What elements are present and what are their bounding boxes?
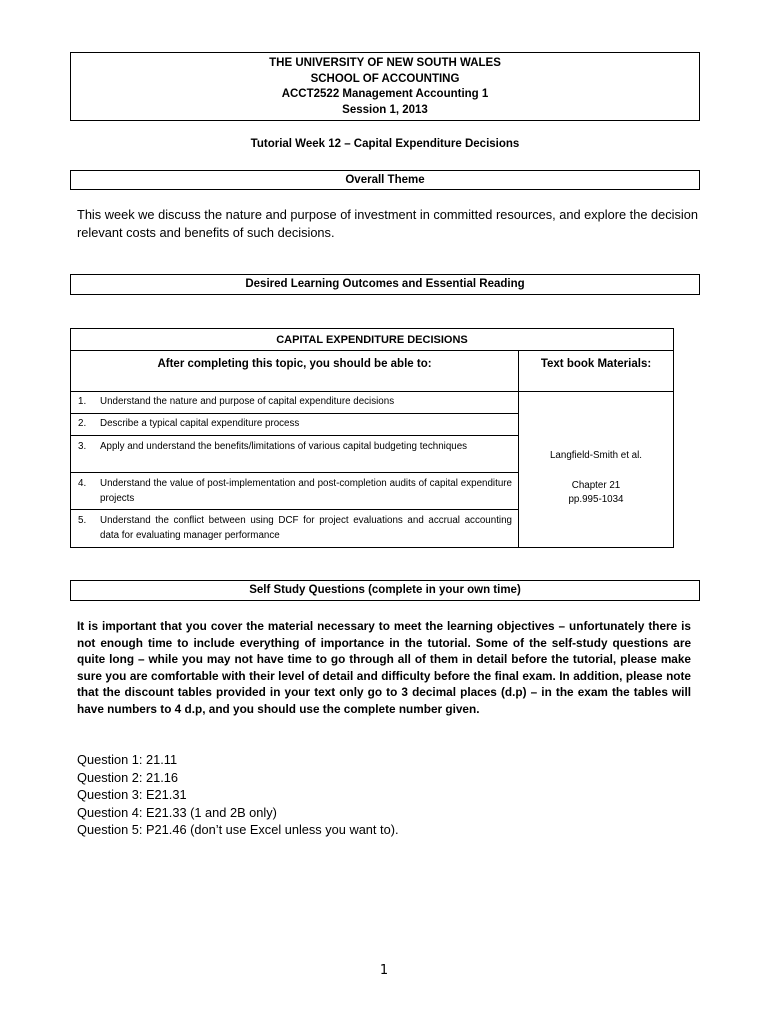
textbook-author: Langfield-Smith et al. [549,450,643,461]
self-study-heading: Self Study Questions (complete in your own time) [70,580,700,601]
textbook-pages: pp.995-1034 [568,494,624,505]
item-number: 1. [78,396,87,407]
table-row [71,473,518,510]
overall-theme-heading: Overall Theme [70,170,700,190]
item-number: 4. [78,478,87,489]
item-text: Apply and understand the benefits/limitations of various capital budgeting techniques [100,441,468,452]
table-left-header: After completing this topic, you should be able to: [71,351,518,392]
school-name: SCHOOL OF ACCOUNTING [310,72,460,85]
session-label: Session 1, 2013 [342,103,428,116]
textbook-materials [519,449,673,508]
table-row [71,392,518,414]
overall-theme-text: This week we discuss the nature and purpose of investment in committed resources, and explore the decision relevant costs and benefits of such decisions. [77,207,698,240]
course-name: ACCT2522 Management Accounting 1 [281,88,489,100]
question-item: Question 4: E21.33 (1 and 2B only) [77,804,277,820]
question-item: Question 1: 21.11 [77,752,178,767]
table-row [71,414,518,436]
item-number: 5. [78,515,87,526]
university-name: THE UNIVERSITY OF NEW SOUTH WALES [269,57,501,69]
table-title: CAPITAL EXPENDITURE DECISIONS [71,329,673,351]
table-row [71,436,518,473]
item-text: Understand the nature and purpose of capital expenditure decisions [100,396,395,407]
question-item: Question 2: 21.16 [77,769,179,785]
question-item: Question 3: E21.31 [77,787,187,803]
textbook-chapter: Chapter 21 [571,479,621,491]
item-text: Understand the value of post-implementation and post-completion audits of capital expenditure projects [100,478,512,504]
item-number: 2. [78,418,87,429]
page-number: 1 [379,963,389,978]
question-list [77,751,399,839]
table-row [71,510,518,547]
question-item: Question 5: P21.46 (don’t use Excel unless you want to). [77,822,399,838]
header-box [70,52,700,121]
item-text: Describe a typical capital expenditure process [100,418,300,429]
learning-outcomes-table [70,328,674,548]
self-study-instructions: It is important that you cover the material necessary to meet the learning objectives – unfortunately there is not enough time to include everything of importance in the tutorial. Some of the self-study questions are quite long – while you may not have time to go through all of them in detail before the tutorial, please make sure you are comfortable with their level of detail and difficulty before the final exam. In addition, please note that the discount tables provided in your text only go to 3 decimal places (d.p) – in the exam the tables will have numbers to 4 d.p, and you should use the complete number given. [77,619,691,716]
table-right-header: Text book Materials: [519,351,673,392]
item-text: Understand the conflict between using DCF for project evaluations and accrual accounting data for evaluating manager performance [100,515,512,541]
outcomes-heading: Desired Learning Outcomes and Essential Reading [70,274,700,295]
item-number: 3. [78,441,87,452]
tutorial-title: Tutorial Week 12 – Capital Expenditure Decisions [250,138,520,150]
